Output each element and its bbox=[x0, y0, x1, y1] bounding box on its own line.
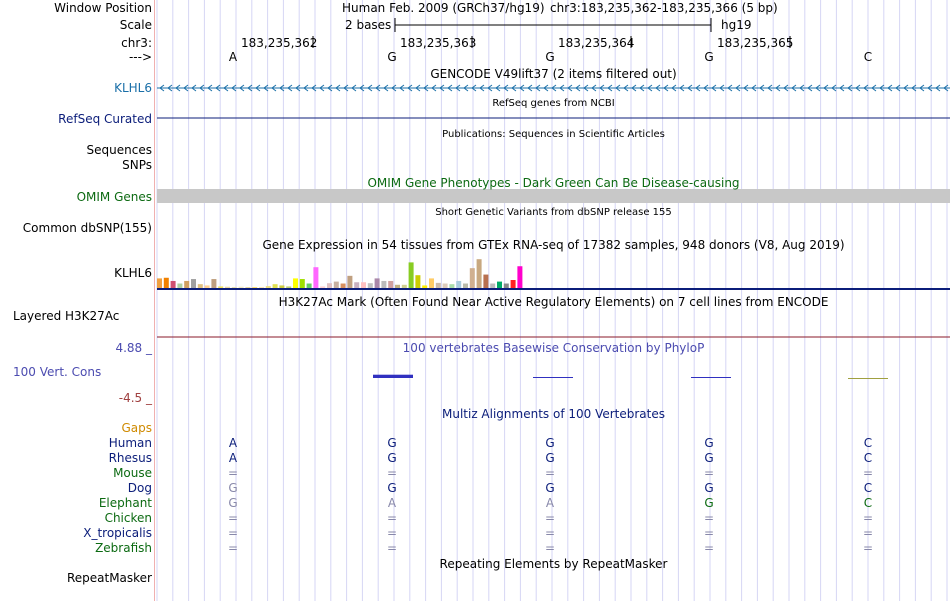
gencode-track-title: GENCODE V49lift37 (2 items filtered out) bbox=[430, 67, 677, 81]
label-separator bbox=[154, 0, 155, 601]
dbsnp-track-title: Short Genetic Variants from dbSNP release 155 bbox=[435, 207, 672, 218]
base-4: G bbox=[704, 50, 714, 64]
coordinate-3: 183,235,364 bbox=[558, 36, 635, 50]
alignment-base: A bbox=[228, 436, 238, 450]
snps-track-label[interactable]: SNPs bbox=[122, 158, 152, 172]
omim-gene-bar bbox=[157, 189, 950, 203]
alignment-base: G bbox=[387, 436, 397, 450]
gtex-tissue-bar bbox=[313, 267, 318, 288]
alignment-base: G bbox=[704, 436, 714, 450]
gtex-tissue-bar bbox=[232, 287, 237, 288]
repeatmasker-track-label[interactable]: RepeatMasker bbox=[66, 571, 152, 585]
conservation-score-bar bbox=[373, 375, 413, 378]
gtex-tissue-bar bbox=[320, 286, 325, 288]
scale-text: 2 bases bbox=[345, 18, 392, 32]
gtex-tissue-bar bbox=[341, 284, 346, 288]
conservation-y-max: 4.88 _ bbox=[115, 341, 152, 355]
alignment-base: G bbox=[545, 451, 555, 465]
coordinate-1: 183,235,362 bbox=[241, 36, 318, 50]
species-label-human[interactable]: Human bbox=[108, 436, 152, 450]
scale-label: Scale bbox=[119, 18, 152, 32]
base-2: G bbox=[387, 50, 397, 64]
gtex-tissue-bar bbox=[307, 284, 312, 288]
repeatmasker-track-title: Repeating Elements by RepeatMasker bbox=[439, 557, 668, 571]
alignment-base: G bbox=[228, 481, 238, 495]
alignment-base: A bbox=[228, 451, 238, 465]
base-5: C bbox=[863, 50, 873, 64]
species-label-chicken[interactable]: Chicken bbox=[104, 511, 152, 525]
alignment-base: = bbox=[544, 466, 556, 480]
omim-track-title: OMIM Gene Phenotypes - Dark Green Can Be Disease-causing bbox=[367, 176, 740, 190]
conservation-track-title: 100 vertebrates Basewise Conservation by PhyloP bbox=[402, 341, 705, 355]
gtex-tissue-bar bbox=[273, 284, 278, 288]
gtex-tissue-bar bbox=[286, 286, 291, 288]
alignment-base: = bbox=[386, 541, 398, 555]
alignment-base: G bbox=[387, 481, 397, 495]
species-label-mouse[interactable]: Mouse bbox=[113, 466, 152, 480]
gtex-tissue-bar bbox=[463, 284, 468, 288]
gtex-tissue-bar bbox=[157, 278, 162, 288]
alignment-base: G bbox=[228, 496, 238, 510]
base-3: G bbox=[545, 50, 555, 64]
dbsnp-track-label[interactable]: Common dbSNP(155) bbox=[22, 221, 152, 235]
gtex-tissue-bar bbox=[436, 283, 441, 288]
gtex-tissue-bar bbox=[171, 281, 176, 288]
alignment-base: = bbox=[862, 526, 874, 540]
coordinate-4: 183,235,365 bbox=[717, 36, 794, 50]
gtex-tissue-bar bbox=[456, 281, 461, 288]
gtex-tissue-bar bbox=[402, 285, 407, 288]
omim-track-label[interactable]: OMIM Genes bbox=[76, 190, 152, 204]
species-label-rhesus[interactable]: Rhesus bbox=[108, 451, 152, 465]
gtex-tissue-bar bbox=[449, 284, 454, 288]
gtex-tissue-bar bbox=[211, 279, 216, 288]
gtex-tissue-bar bbox=[334, 282, 339, 288]
alignment-base: = bbox=[386, 466, 398, 480]
gtex-tissue-bar bbox=[259, 287, 264, 288]
gtex-tissue-bar bbox=[245, 287, 250, 288]
gtex-tissue-bar bbox=[483, 275, 488, 288]
alignment-base: = bbox=[703, 526, 715, 540]
sequences-track-label[interactable]: Sequences bbox=[86, 143, 152, 157]
refseq-track-label[interactable]: RefSeq Curated bbox=[58, 112, 152, 126]
alignment-base: = bbox=[544, 511, 556, 525]
gtex-tissue-bar bbox=[504, 284, 509, 288]
alignment-base: = bbox=[703, 466, 715, 480]
alignment-base: G bbox=[704, 481, 714, 495]
alignment-base: = bbox=[703, 511, 715, 525]
alignment-base: = bbox=[386, 526, 398, 540]
gtex-track-label[interactable]: KLHL6 bbox=[114, 266, 152, 280]
position-text: chr3:183,235,362-183,235,366 (5 bp) bbox=[550, 1, 778, 15]
h3k27ac-track-title: H3K27Ac Mark (Often Found Near Active Regulatory Elements) on 7 cell lines from ENCODE bbox=[278, 295, 829, 309]
window-position-label: Window Position bbox=[54, 1, 152, 15]
alignment-base: C bbox=[863, 436, 873, 450]
alignment-base: = bbox=[227, 541, 239, 555]
conservation-score-bar bbox=[691, 377, 731, 378]
gtex-tissue-bar bbox=[368, 283, 373, 288]
gtex-tissue-bar bbox=[388, 281, 393, 288]
gtex-tissue-bar bbox=[490, 284, 495, 288]
conservation-score-bar bbox=[533, 377, 573, 378]
h3k27ac-track-label[interactable]: Layered H3K27Ac bbox=[13, 309, 120, 323]
gtex-tissue-bar bbox=[300, 279, 305, 288]
gtex-tissue-bar bbox=[347, 276, 352, 288]
gtex-tissue-bar bbox=[429, 278, 434, 288]
gtex-tissue-bar bbox=[198, 284, 203, 288]
gtex-tissue-bar bbox=[381, 281, 386, 288]
gtex-tissue-bar bbox=[409, 262, 414, 288]
gtex-tissue-bar bbox=[354, 282, 359, 288]
gtex-tissue-bar bbox=[477, 259, 482, 288]
alignment-base: = bbox=[862, 511, 874, 525]
strand-label: ---> bbox=[128, 50, 152, 64]
scale-assembly: hg19 bbox=[721, 18, 752, 32]
gtex-tissue-bar bbox=[218, 286, 223, 288]
chromosome-label: chr3: bbox=[121, 36, 152, 50]
alignment-base: = bbox=[544, 541, 556, 555]
alignment-base: G bbox=[545, 481, 555, 495]
species-label-x_tropicalis[interactable]: X_tropicalis bbox=[83, 526, 152, 540]
gtex-tissue-bar bbox=[205, 285, 210, 288]
multiz-track-title: Multiz Alignments of 100 Vertebrates bbox=[441, 407, 666, 421]
gencode-gene-label[interactable]: KLHL6 bbox=[114, 81, 152, 95]
gtex-tissue-bar bbox=[517, 266, 522, 288]
coordinate-2: 183,235,363 bbox=[400, 36, 477, 50]
gtex-tissue-bar bbox=[239, 287, 244, 288]
alignment-base: G bbox=[387, 451, 397, 465]
gtex-tissue-bar bbox=[422, 285, 427, 288]
gtex-tissue-bar bbox=[497, 282, 502, 288]
alignment-base: = bbox=[227, 511, 239, 525]
alignment-base: G bbox=[704, 451, 714, 465]
alignment-base: C bbox=[863, 496, 873, 510]
gtex-tissue-bar bbox=[266, 286, 271, 288]
alignment-base: = bbox=[544, 526, 556, 540]
alignment-base: C bbox=[863, 481, 873, 495]
base-1: A bbox=[228, 50, 238, 64]
gtex-tissue-bar bbox=[184, 281, 189, 288]
conservation-score-bar bbox=[848, 378, 888, 379]
alignment-base: = bbox=[227, 526, 239, 540]
gtex-tissue-bar bbox=[279, 285, 284, 288]
gtex-tissue-bar bbox=[361, 282, 366, 288]
gtex-tissue-bar bbox=[511, 280, 516, 288]
conservation-y-min: -4.5 _ bbox=[118, 391, 152, 405]
species-label-elephant[interactable]: Elephant bbox=[98, 496, 152, 510]
publications-track-title: Publications: Sequences in Scientific Articles bbox=[442, 129, 665, 140]
alignment-base: = bbox=[862, 466, 874, 480]
alignment-base: G bbox=[704, 496, 714, 510]
gtex-tissue-bar bbox=[191, 279, 196, 288]
alignment-base: = bbox=[703, 541, 715, 555]
alignment-base: A bbox=[545, 496, 555, 510]
gtex-tissue-bar bbox=[293, 278, 298, 288]
gtex-tissue-bar bbox=[252, 287, 257, 288]
alignment-base: C bbox=[863, 451, 873, 465]
assembly-text: Human Feb. 2009 (GRCh37/hg19) bbox=[342, 1, 545, 15]
gtex-tissue-bar bbox=[395, 285, 400, 288]
gtex-tissue-bar bbox=[375, 278, 380, 288]
alignment-base: A bbox=[387, 496, 397, 510]
gtex-tissue-bar bbox=[327, 283, 332, 288]
gtex-track-title: Gene Expression in 54 tissues from GTEx RNA-seq of 17382 samples, 948 donors (V8, Aug 2019) bbox=[262, 238, 845, 252]
species-label-zebrafish[interactable]: Zebrafish bbox=[95, 541, 152, 555]
species-label-dog[interactable]: Dog bbox=[127, 481, 152, 495]
gtex-tissue-bar bbox=[443, 284, 448, 288]
alignment-base: G bbox=[545, 436, 555, 450]
alignment-base: = bbox=[227, 466, 239, 480]
gaps-label[interactable]: Gaps bbox=[121, 421, 152, 435]
alignment-base: = bbox=[386, 511, 398, 525]
refseq-track-title: RefSeq genes from NCBI bbox=[492, 98, 615, 109]
conservation-track-label[interactable]: 100 Vert. Cons bbox=[13, 365, 102, 379]
gtex-tissue-bar bbox=[225, 287, 230, 288]
gtex-tissue-bar bbox=[164, 278, 169, 288]
gtex-tissue-bar bbox=[415, 275, 420, 288]
gtex-tissue-bar bbox=[177, 284, 182, 288]
gtex-tissue-bar bbox=[470, 268, 475, 288]
alignment-base: = bbox=[862, 541, 874, 555]
